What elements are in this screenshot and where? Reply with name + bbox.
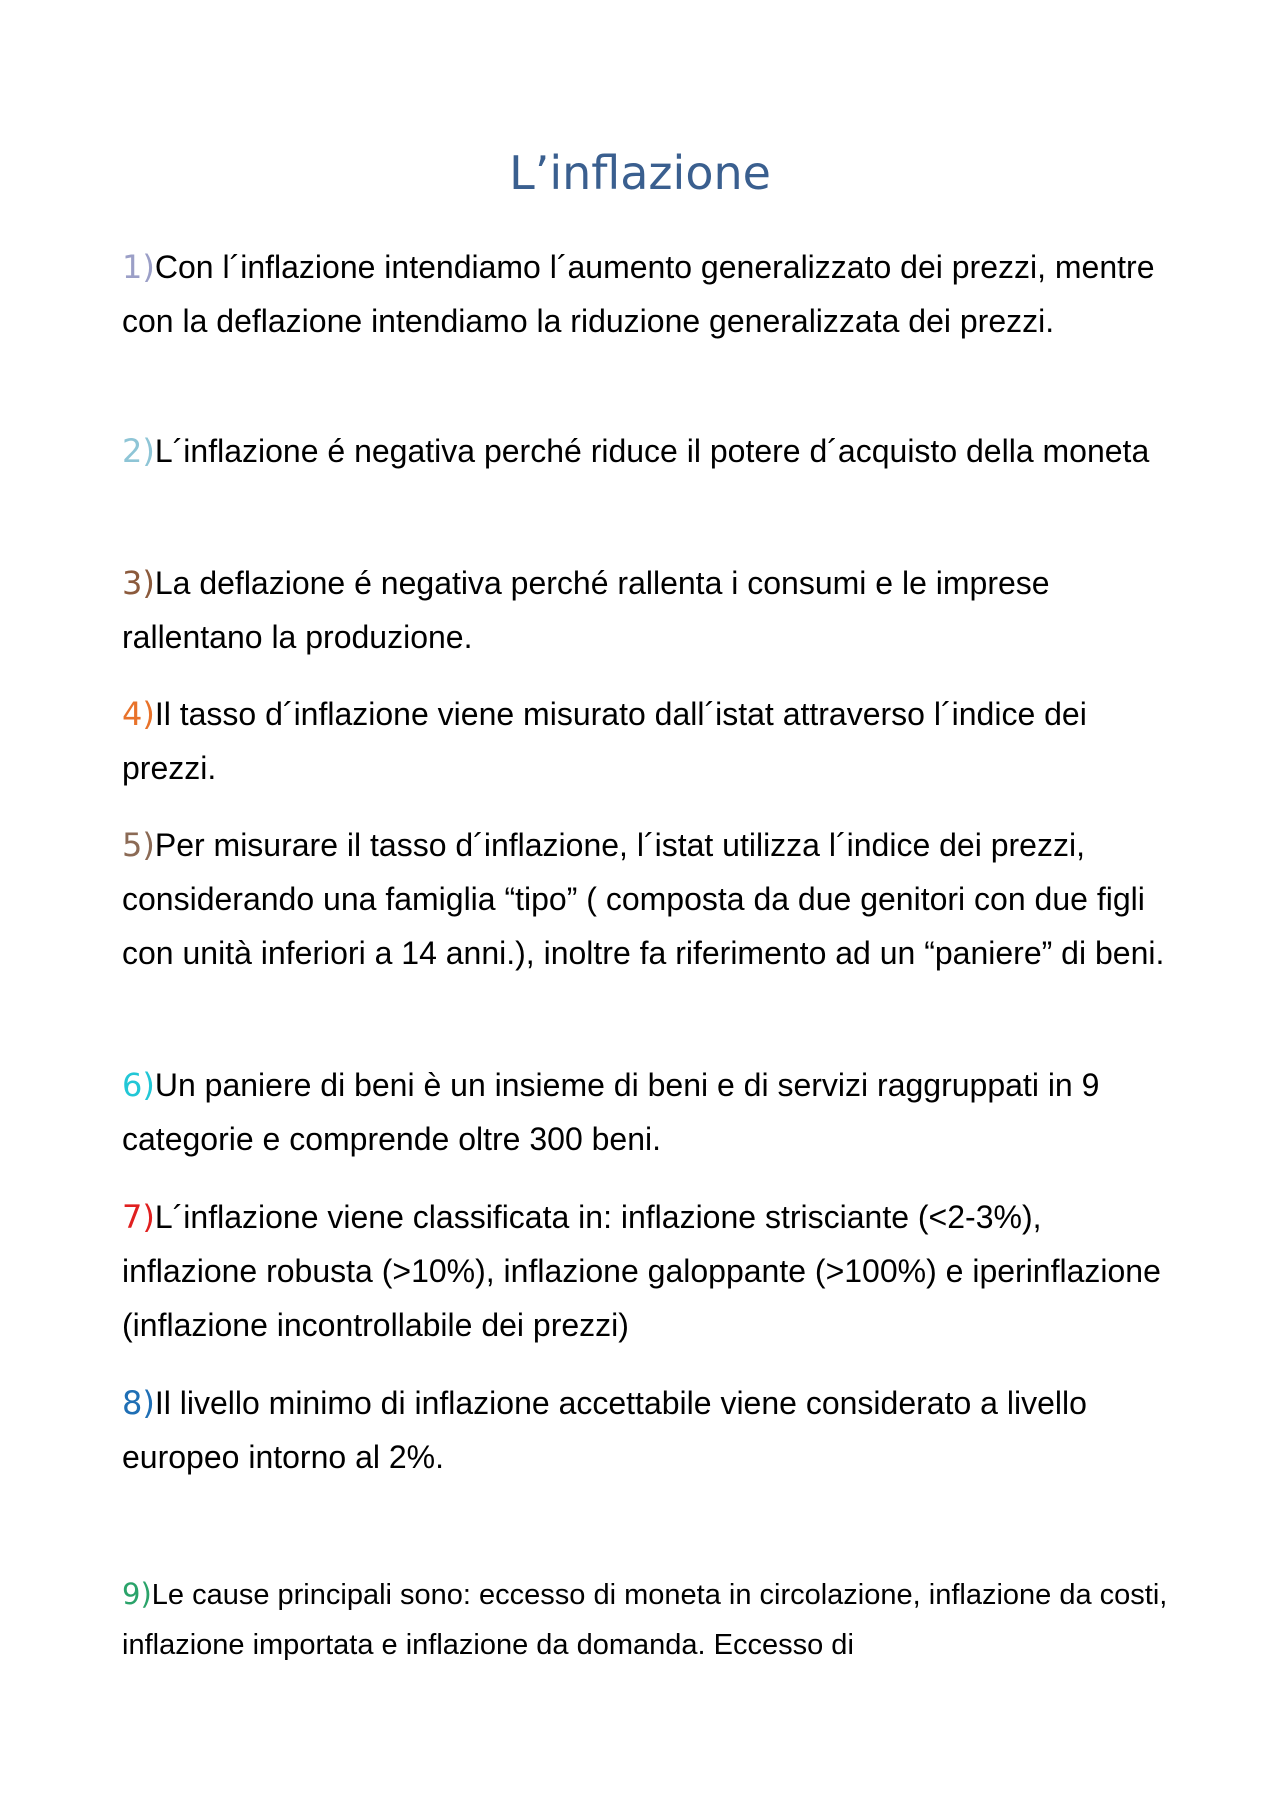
list-item [122, 556, 1182, 664]
item-text: L´inflazione é negativa perché riduce il potere d´acquisto della moneta [154, 433, 1150, 469]
list-item [122, 424, 1182, 478]
list-item [122, 818, 1182, 980]
list-item [122, 1376, 1182, 1484]
page-title: L’inflazione [509, 146, 771, 200]
item-number: 2) [122, 432, 155, 470]
list-item [122, 1058, 1182, 1166]
item-text: Il tasso d´inflazione viene misurato dall´istat attraverso l´indice dei prezzi. [122, 696, 1087, 786]
item-text: Per misurare il tasso d´inflazione, l´istat utilizza l´indice dei prezzi, considerando una famiglia “tipo” ( composta da due genitori con due figli con unità inferiori a 14 anni.), inoltre fa riferimento ad un “paniere” di beni. [122, 827, 1165, 971]
item-number: 9) [122, 1577, 152, 1611]
item-text: La deflazione é negativa perché rallenta i consumi e le imprese rallentano la produzione. [122, 565, 1050, 655]
item-number: 5) [122, 826, 155, 864]
list-item [122, 1569, 1182, 1670]
item-number: 7) [122, 1198, 155, 1236]
item-number: 1) [122, 248, 155, 286]
item-text: Le cause principali sono: eccesso di moneta in circolazione, inflazione da costi, inflazione importata e inflazione da domanda. Eccesso di [122, 1579, 1168, 1661]
item-number: 4) [122, 695, 155, 733]
list-item [122, 1190, 1182, 1352]
item-number: 6) [122, 1066, 155, 1104]
item-number: 8) [122, 1384, 155, 1422]
item-text: Un paniere di beni è un insieme di beni e di servizi raggruppati in 9 categorie e comprende oltre 300 beni. [122, 1067, 1100, 1157]
item-text: Il livello minimo di inflazione accettabile viene considerato a livello europeo intorno al 2%. [122, 1385, 1087, 1475]
list-item [122, 687, 1182, 795]
item-text: L´inflazione viene classificata in: inflazione strisciante (<2-3%), inflazione robusta (>10%), inflazione galoppante (>100%) e iperinflazione (inflazione incontrollabile dei prezzi) [122, 1199, 1161, 1343]
list-item [122, 240, 1182, 348]
item-number: 3) [122, 564, 155, 602]
item-text: Con l´inflazione intendiamo l´aumento generalizzato dei prezzi, mentre con la deflazione intendiamo la riduzione generalizzata dei prezzi. [122, 249, 1155, 339]
